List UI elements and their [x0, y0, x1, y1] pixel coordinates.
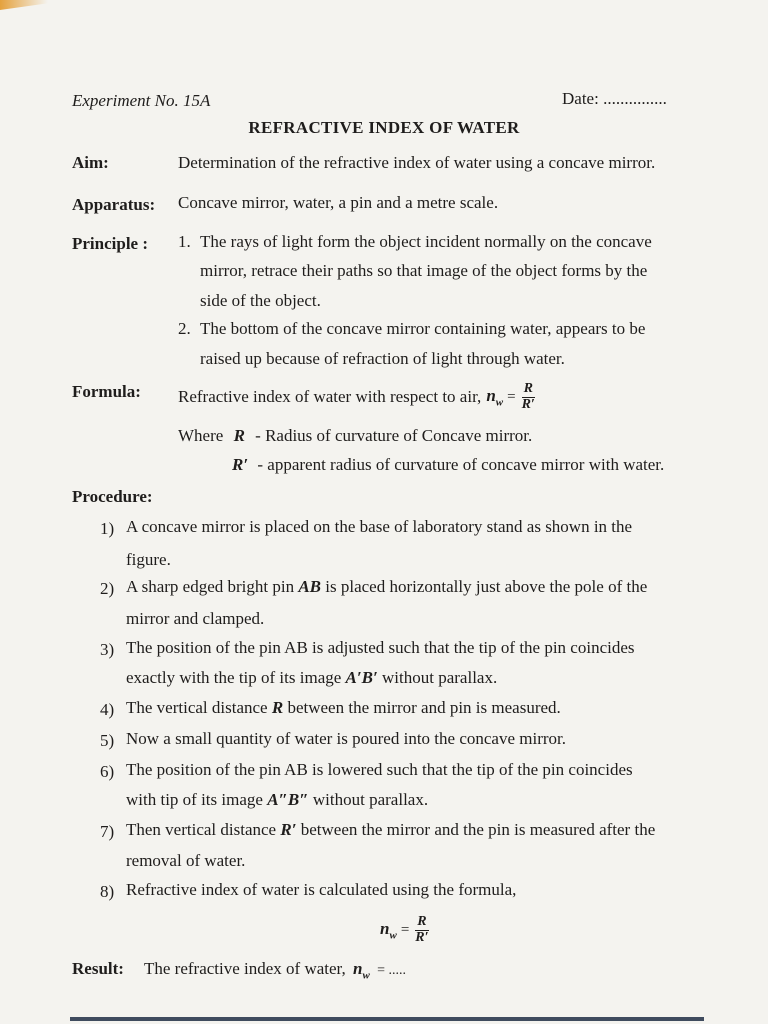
procedure-label: Procedure: [72, 487, 153, 506]
formula-equals: = [507, 388, 516, 405]
formula-where-r-prime: R′ - apparent radius of curvature of concave mirror with water. [232, 455, 665, 474]
final-formula-symbol: $n_w$ [380, 918, 397, 942]
apparatus-text: Concave mirror, water, a pin and a metre scale. [178, 193, 499, 212]
page-title: REFRACTIVE INDEX OF WATER [248, 118, 520, 137]
procedure-step-number: 5) [100, 731, 115, 750]
final-formula-equals: = [400, 921, 410, 938]
experiment-number: Experiment No. 15A [72, 91, 211, 110]
procedure-step-line: mirror and clamped. [126, 609, 265, 628]
procedure-step-line: exactly with the tip of its image A′B′ without parallax. [126, 668, 498, 687]
procedure-step-number: 8) [100, 882, 115, 901]
result-label: Result: [72, 959, 124, 978]
formula-label: Formula: [72, 382, 141, 401]
date-field: Date: ............... [562, 89, 667, 108]
procedure-step-number: 6) [100, 762, 115, 781]
fraction-numerator: R [417, 913, 427, 929]
principle-item-line: raised up because of refraction of light through water. [200, 349, 565, 368]
fraction-denominator: R′ [521, 396, 535, 412]
procedure-step-number: 3) [100, 640, 115, 659]
procedure-step-line: A concave mirror is placed on the base of laboratory stand as shown in the [126, 517, 633, 536]
formula-symbol: $n_w$ [486, 385, 504, 409]
procedure-step-line: figure. [126, 550, 171, 569]
principle-item-line: The rays of light form the object incident normally on the concave [200, 232, 652, 251]
procedure-step-number: 1) [100, 519, 115, 538]
principle-item-line: mirror, retrace their paths so that image of the object forms by the [200, 261, 648, 280]
fraction-denominator: R′ [415, 929, 429, 945]
aim-text: Determination of the refractive index of water using a concave mirror. [178, 153, 656, 172]
procedure-step-line: removal of water. [126, 851, 246, 870]
procedure-step-line: Then vertical distance R′ between the mirror and the pin is measured after the [126, 820, 656, 839]
procedure-step-line: Refractive index of water is calculated using the formula, [126, 880, 517, 899]
procedure-step-number: 7) [100, 822, 115, 841]
procedure-step-line: The position of the pin AB is lowered such that the tip of the pin coincides [126, 760, 633, 779]
principle-item-number: 1. [178, 232, 191, 251]
principle-item-line: The bottom of the concave mirror containing water, appears to be [200, 319, 646, 338]
procedure-step-number: 4) [100, 700, 115, 719]
procedure-step-number: 2) [100, 579, 115, 598]
formula-where-r: Where R - Radius of curvature of Concave mirror. [178, 426, 533, 445]
principle-item-line: side of the object. [200, 291, 321, 310]
result-text: The refractive index of water, $n_w$ = ..... [144, 959, 407, 982]
procedure-step-line: Now a small quantity of water is poured into the concave mirror. [126, 729, 566, 748]
final-formula-fraction [413, 915, 430, 945]
corner-mark [0, 0, 48, 10]
formula-text: Refractive index of water with respect to air, [178, 387, 482, 406]
procedure-step-line: A sharp edged bright pin AB is placed horizontally just above the pole of the [126, 577, 648, 596]
principle-label: Principle : [72, 234, 149, 253]
formula-line [178, 374, 537, 420]
procedure-step-line: The position of the pin AB is adjusted such that the tip of the pin coincides [126, 638, 635, 657]
final-formula [380, 907, 431, 953]
procedure-step-line: with tip of its image A″B″ without parallax. [126, 790, 429, 809]
formula-fraction [520, 382, 537, 412]
fraction-numerator: R [523, 380, 533, 396]
procedure-step-line: The vertical distance R between the mirror and pin is measured. [126, 698, 561, 717]
aim-label: Aim: [72, 153, 109, 172]
principle-item-number: 2. [178, 319, 191, 338]
bottom-rule [70, 1017, 704, 1021]
apparatus-label: Apparatus: [72, 195, 156, 214]
